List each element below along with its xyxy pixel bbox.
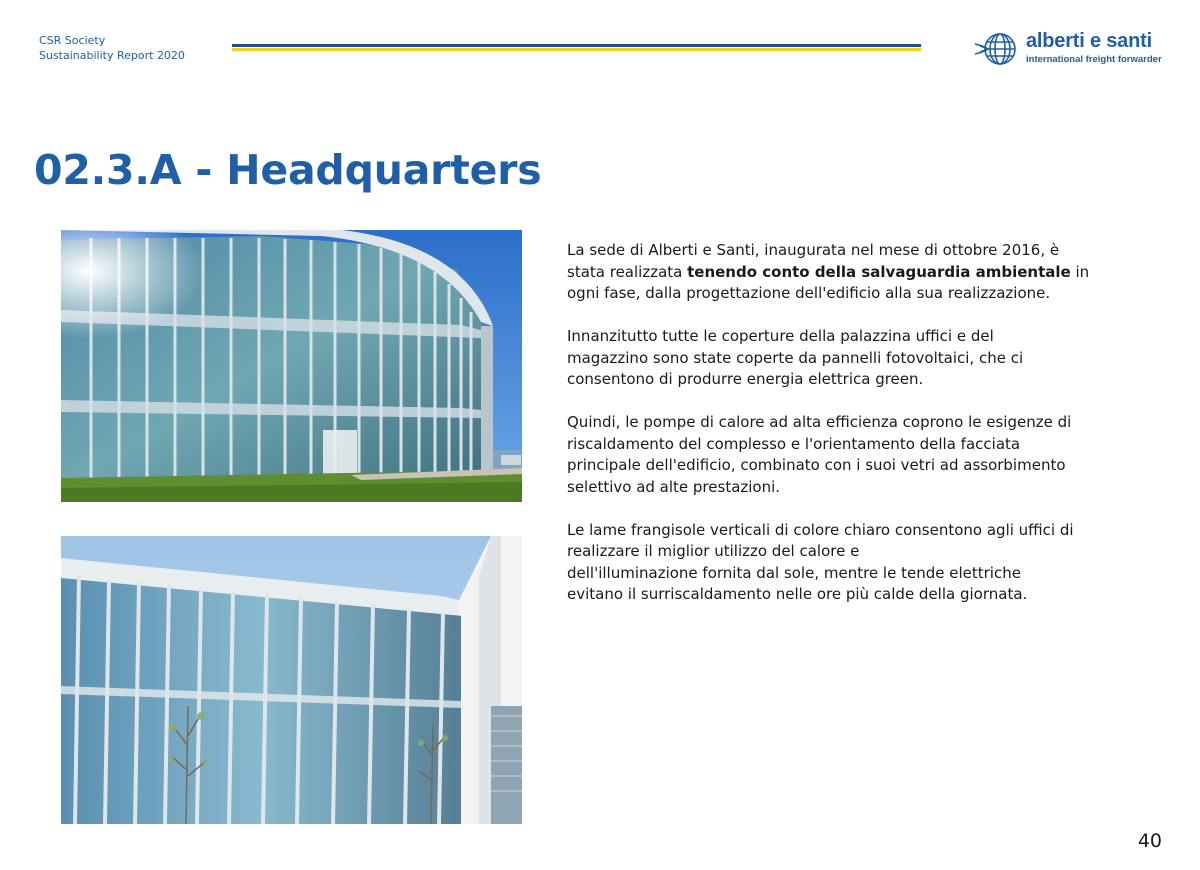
text-line: Quindi, le pompe di calore ad alta efficienza coprono le esigenze di	[567, 413, 1072, 431]
text-line: consentono di produrre energia elettrica green.	[567, 370, 924, 388]
globe-icon	[972, 32, 1022, 66]
paragraph-heat-pumps	[567, 412, 1167, 498]
text-line: magazzino sono state coperte da pannelli fotovoltaici, che ci	[567, 348, 1024, 367]
header-line-society: CSR Society	[39, 34, 106, 47]
emphasis-environmental-protection: tenendo conto della salvaguardia ambientale	[687, 262, 1071, 281]
page-number: 40	[1137, 830, 1162, 852]
headquarters-photo-lawn	[61, 230, 522, 502]
paragraph-sunshades	[567, 520, 1167, 606]
logo-tagline: international freight forwarder	[1026, 54, 1162, 65]
company-logo	[972, 30, 1164, 70]
text-line: realizzare il miglior utilizzo del calore e	[567, 542, 860, 560]
text-line: principale dell'edificio, combinato con i suoi vetri ad assorbimento	[567, 456, 1066, 474]
page-title: 02.3.A - Headquarters	[34, 146, 542, 194]
paragraph-headquarters-intro	[567, 240, 1167, 305]
header-rule-yellow	[232, 48, 921, 51]
header-rule-blue	[232, 44, 921, 47]
header-rule	[232, 44, 921, 51]
text-line	[567, 262, 1167, 284]
text-line: selettivo ad alte prestazioni.	[567, 477, 781, 496]
text-segment: in	[1070, 262, 1090, 281]
text-line: La sede di Alberti e Santi, inaugurata nel mese di ottobre 2016, è	[567, 241, 1060, 259]
text-line: ogni fase, dalla progettazione dell'edificio alla sua realizzazione.	[567, 284, 1051, 302]
text-line: Le lame frangisole verticali di colore chiaro consentono agli uffici di	[567, 520, 1074, 539]
header-line-report: Sustainability Report 2020	[39, 49, 185, 62]
headquarters-photo-facade	[61, 536, 522, 824]
text-line: Innanzitutto tutte le coperture della palazzina uffici e del	[567, 327, 994, 345]
text-line: evitano il surriscaldamento nelle ore più calde della giornata.	[567, 585, 1028, 603]
text-line: dell'illuminazione fornita dal sole, mentre le tende elettriche	[567, 563, 1021, 582]
paragraph-photovoltaic	[567, 326, 1167, 391]
body-text	[567, 240, 1167, 627]
text-line: riscaldamento del complesso e l'orientamento della facciata	[567, 434, 1021, 453]
text-segment: stata realizzata	[567, 262, 688, 281]
report-header	[39, 33, 185, 63]
logo-brand-name: alberti e santi	[1026, 30, 1152, 52]
